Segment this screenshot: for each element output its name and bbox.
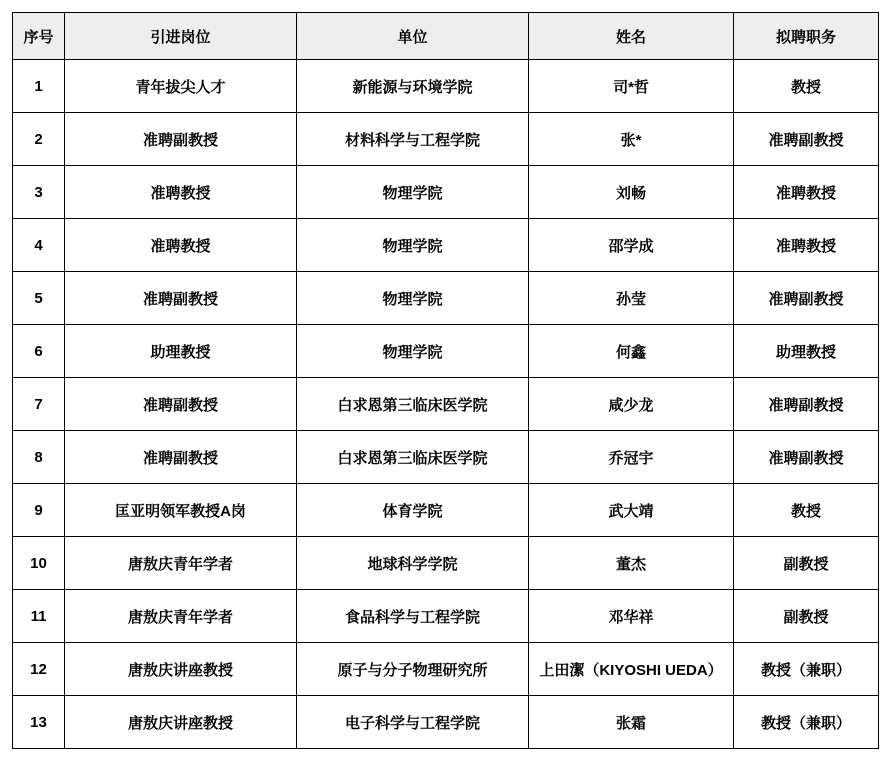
cell-index: 2: [13, 113, 65, 166]
cell-post: 准聘教授: [65, 219, 297, 272]
cell-post: 准聘教授: [65, 166, 297, 219]
cell-name: 邵学成: [529, 219, 734, 272]
cell-post: 准聘副教授: [65, 272, 297, 325]
cell-unit: 地球科学学院: [297, 537, 529, 590]
table-header: [13, 13, 879, 60]
table-header-row: [13, 13, 879, 60]
table-row: [13, 378, 879, 431]
cell-name: 孙莹: [529, 272, 734, 325]
cell-title: 教授: [734, 484, 879, 537]
cell-name: 董杰: [529, 537, 734, 590]
cell-unit: 原子与分子物理研究所: [297, 643, 529, 696]
cell-index: 12: [13, 643, 65, 696]
cell-post: 准聘副教授: [65, 378, 297, 431]
cell-name: 张*: [529, 113, 734, 166]
cell-post: 唐敖庆青年学者: [65, 537, 297, 590]
cell-index: 10: [13, 537, 65, 590]
cell-title: 教授（兼职）: [734, 696, 879, 749]
cell-index: 13: [13, 696, 65, 749]
column-header-index: 序号: [13, 13, 65, 60]
cell-title: 助理教授: [734, 325, 879, 378]
table-row: [13, 696, 879, 749]
column-header-post: 引进岗位: [65, 13, 297, 60]
cell-title: 准聘教授: [734, 166, 879, 219]
cell-name: 司*哲: [529, 60, 734, 113]
table-row: [13, 166, 879, 219]
cell-name: 咸少龙: [529, 378, 734, 431]
table-row: [13, 590, 879, 643]
table-row: [13, 431, 879, 484]
table-row: [13, 219, 879, 272]
cell-title: 准聘副教授: [734, 431, 879, 484]
cell-post: 唐敖庆青年学者: [65, 590, 297, 643]
table-row: [13, 325, 879, 378]
cell-unit: 食品科学与工程学院: [297, 590, 529, 643]
cell-title: 副教授: [734, 590, 879, 643]
cell-title: 准聘副教授: [734, 378, 879, 431]
cell-name: 邓华祥: [529, 590, 734, 643]
cell-title: 教授: [734, 60, 879, 113]
cell-title: 准聘副教授: [734, 272, 879, 325]
cell-name: 武大靖: [529, 484, 734, 537]
cell-index: 7: [13, 378, 65, 431]
column-header-name: 姓名: [529, 13, 734, 60]
cell-post: 青年拔尖人才: [65, 60, 297, 113]
table-row: [13, 113, 879, 166]
cell-unit: 物理学院: [297, 272, 529, 325]
table-row: [13, 60, 879, 113]
cell-title: 副教授: [734, 537, 879, 590]
cell-title: 教授（兼职）: [734, 643, 879, 696]
cell-post: 助理教授: [65, 325, 297, 378]
cell-index: 8: [13, 431, 65, 484]
cell-name: 何鑫: [529, 325, 734, 378]
cell-unit: 体育学院: [297, 484, 529, 537]
cell-index: 11: [13, 590, 65, 643]
cell-index: 5: [13, 272, 65, 325]
cell-post: 唐敖庆讲座教授: [65, 643, 297, 696]
cell-index: 3: [13, 166, 65, 219]
column-header-title: 拟聘职务: [734, 13, 879, 60]
cell-title: 准聘教授: [734, 219, 879, 272]
cell-unit: 材料科学与工程学院: [297, 113, 529, 166]
column-header-unit: 单位: [297, 13, 529, 60]
table-body: [13, 60, 879, 749]
cell-unit: 物理学院: [297, 325, 529, 378]
table-row: [13, 272, 879, 325]
cell-unit: 物理学院: [297, 166, 529, 219]
cell-unit: 电子科学与工程学院: [297, 696, 529, 749]
cell-post: 准聘副教授: [65, 113, 297, 166]
cell-name: 乔冠宇: [529, 431, 734, 484]
cell-index: 4: [13, 219, 65, 272]
cell-unit: 白求恩第三临床医学院: [297, 378, 529, 431]
table-row: [13, 484, 879, 537]
cell-post: 唐敖庆讲座教授: [65, 696, 297, 749]
cell-name: 张霜: [529, 696, 734, 749]
cell-unit: 白求恩第三临床医学院: [297, 431, 529, 484]
cell-unit: 新能源与环境学院: [297, 60, 529, 113]
cell-post: 匡亚明领军教授A岗: [65, 484, 297, 537]
recruitment-table: [12, 12, 879, 749]
table-row: [13, 643, 879, 696]
cell-name: 刘畅: [529, 166, 734, 219]
cell-post: 准聘副教授: [65, 431, 297, 484]
cell-name: 上田潔（KIYOSHI UEDA）: [529, 643, 734, 696]
table-row: [13, 537, 879, 590]
cell-index: 6: [13, 325, 65, 378]
cell-title: 准聘副教授: [734, 113, 879, 166]
cell-unit: 物理学院: [297, 219, 529, 272]
cell-index: 1: [13, 60, 65, 113]
cell-index: 9: [13, 484, 65, 537]
